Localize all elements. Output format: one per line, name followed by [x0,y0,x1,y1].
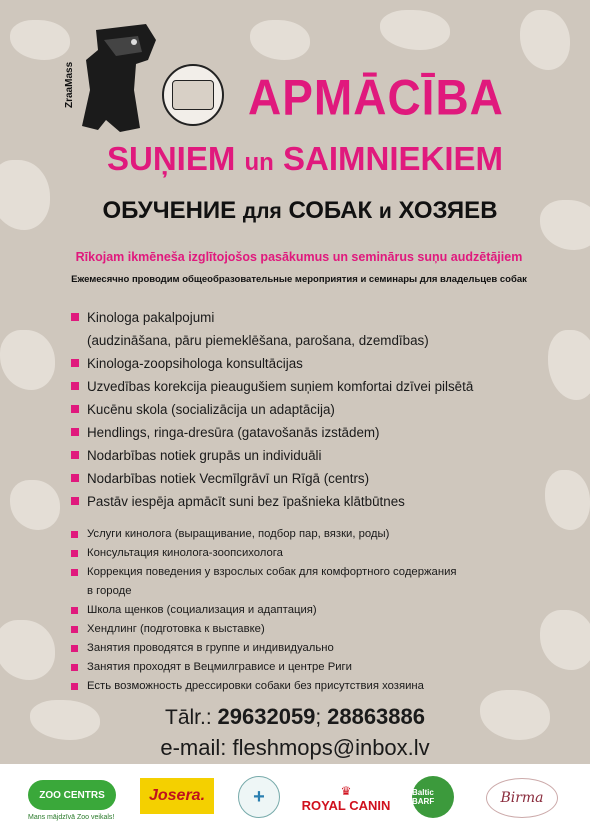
birma-logo: Birma [486,778,558,818]
bullet-icon [71,428,79,436]
list-item-continuation: (audzināšana, pāru piemeklēšana, parošana, dzemdības) [87,333,429,348]
list-item: Коррекция поведения у взрослых собак для комфортного содержания [71,563,551,582]
bullet-icon [71,550,78,557]
list-item: Консультация кинолога-зоопсихолога [71,544,551,563]
vet-cross-logo: + [238,776,280,818]
bullet-icon [71,451,79,459]
seal-dogs-icon [172,80,214,110]
bullet-icon [71,497,79,505]
bullet-icon [71,569,78,576]
subtitle-latvian: Rīkojam ikmēneša izglītojošos pasākumus un seminārus suņu audzētājiem [75,250,523,264]
list-item: Nodarbības notiek Vecmīlgrāvī un Rīgā (centrs) [71,467,551,490]
baltic-barf-logo: Baltic BARF [412,776,454,818]
crown-icon: ♛ [340,783,352,798]
kennel-seal-logo [162,64,224,126]
services-list-russian [71,525,551,696]
bullet-icon [71,683,78,690]
list-item: Услуги кинолога (выращивание, подбор пар, вязки, роды) [71,525,551,544]
list-item: Kucēnu skola (socializācija un adaptācija) [71,398,551,421]
list-item: Hendlings, ringa-dresūra (gatavošanās izstādem) [71,421,551,444]
royal-canin-logo: ♛ ROYAL CANIN [301,783,391,813]
bullet-icon [71,626,78,633]
josera-logo: Josera. [140,778,214,814]
list-item: Kinologa-zoopsihologa konsultācijas [71,352,551,375]
list-item: Nodarbības notiek grupās un individuāli [71,444,551,467]
zoo-centrs-logo: ZOO CENTRS [28,780,116,810]
bullet-icon [71,405,79,413]
title-russian: ОБУЧЕНИЕ для СОБАК и ХОЗЯЕВ [102,197,498,224]
phone-numbers: Tālr.: 29632059; 28863886 [165,704,425,729]
services-list-latvian [71,306,551,513]
list-item: Kinologa pakalpojumi [71,306,551,329]
email-line: e-mail: fleshmops@inbox.lv [160,735,430,760]
bullet-icon [71,474,79,482]
bullet-icon [71,645,78,652]
bullet-icon [71,382,79,390]
title-latvian-sub: SUŅIEM un SAIMNIEKIEM [106,140,504,177]
list-item: Есть возможность дрессировки собаки без присутствия хозяина [71,677,551,696]
dog-logo-icon [76,20,162,140]
list-item: Занятия проходят в Вецмилгрависе и центре Риги [71,658,551,677]
bullet-icon [71,664,78,671]
dog-logo-text: ZraaMass [64,61,75,108]
title-latvian: APMĀCĪBA [248,68,504,126]
email-link[interactable]: fleshmops@inbox.lv [232,735,430,760]
list-item: Uzvedības korekcija pieaugušiem suņiem komfortai dzīvei pilsētā [71,375,551,398]
list-item-continuation: в городе [87,585,132,597]
sponsors-bar [0,764,590,831]
subtitle-russian: Ежемесячно проводим общеобразовательные мероприятия и семинары для владельцев собак [71,274,527,285]
bullet-icon [71,607,78,614]
phone-1[interactable]: 29632059 [217,704,316,729]
list-item: Занятия проводятся в группе и индивидуально [71,639,551,658]
list-item: Pastāv iespēja apmācīt suni bez īpašnieka klātbūtnes [71,490,551,513]
phone-2[interactable]: 28863886 [327,704,425,729]
list-item: Школа щенков (социализация и адаптация) [71,601,551,620]
bullet-icon [71,313,79,321]
list-item: Хендлинг (подготовка к выставке) [71,620,551,639]
bullet-icon [71,531,78,538]
zoo-centrs-slogan: Mans mājdzīvā Zoo veikals! [28,814,115,821]
bullet-icon [71,359,79,367]
